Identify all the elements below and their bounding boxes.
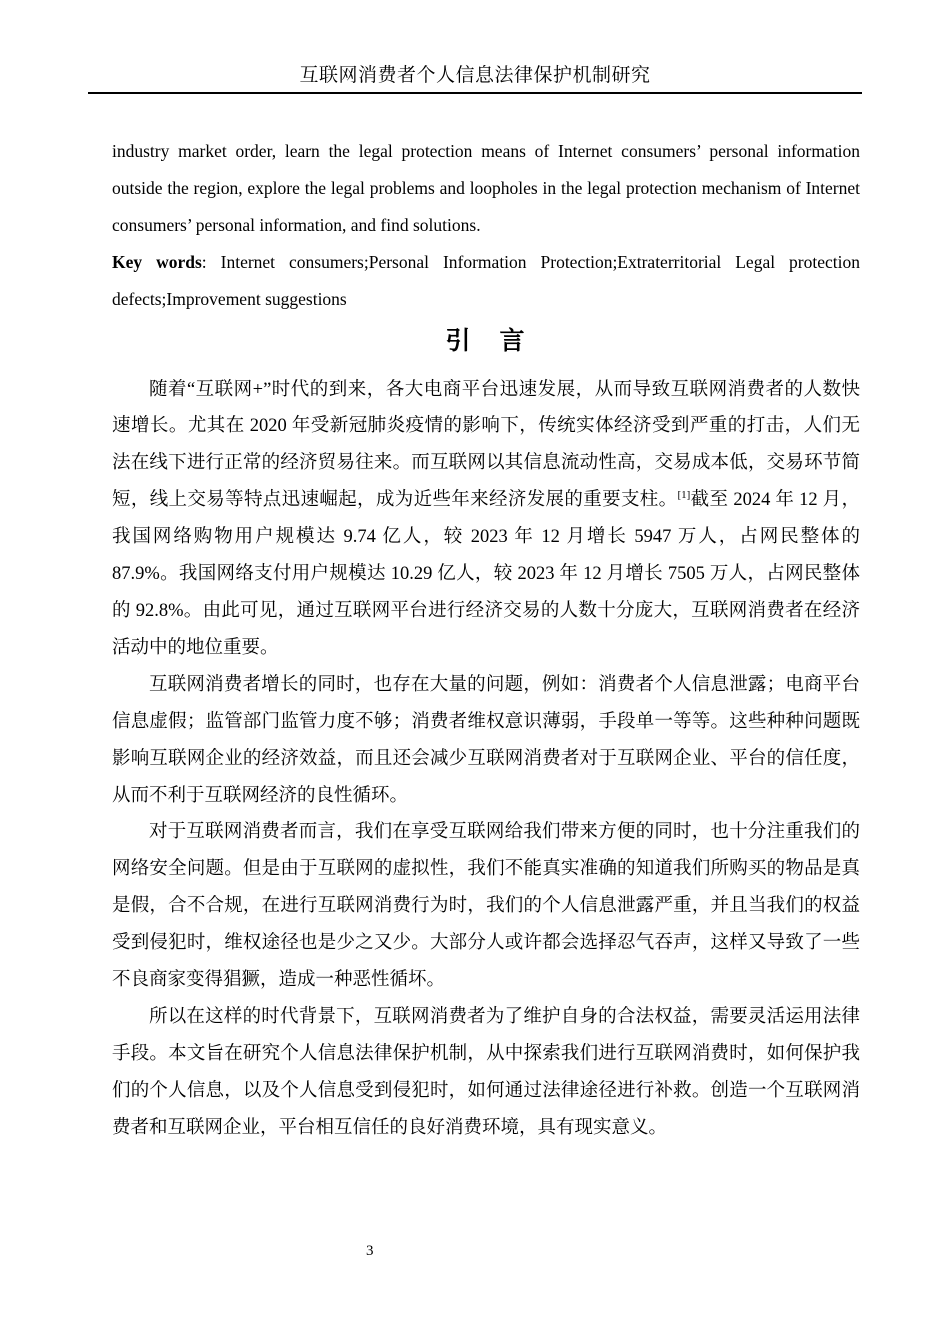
page-body (112, 133, 860, 1147)
page-header (88, 64, 862, 94)
footnote-ref-1: [1] (677, 489, 691, 502)
intro-paragraph-2: 互联网消费者增长的同时，也存在大量的问题，例如：消费者个人信息泄露；电商平台信息虚假；监管部门监管力度不够；消费者维权意识薄弱，手段单一等等。这些种种问题既影响互联网企业的经济效益，而且还会减少互联网消费者对于互联网企业、平台的信任度，从而不利于互联网经济的良性循环。 (112, 674, 860, 806)
intro-paragraph-1 (112, 372, 860, 667)
paragraph-text-before-footnote: 随着“互联网+”时代的到来，各大电商平台迅速发展，从而导致互联网消费者的人数快速增长。尤其在 2020 年受新冠肺炎疫情的影响下，传统实体经济受到严重的打击，人们无法在线下进行正常的经济贸易往来。而互联网以其信息流动性高，交易成本低，交易环节简短，线上交易等特点迅速崛起，成为近些年来经济发展的重要支柱。 (112, 379, 860, 511)
intro-paragraph-3: 对于互联网消费者而言，我们在享受互联网给我们带来方便的同时，也十分注重我们的网络安全问题。但是由于互联网的虚拟性，我们不能真实准确的知道我们所购买的物品是真是假，合不合规，在进行互联网消费行为时，我们的个人信息泄露严重，并且当我们的权益受到侵犯时，维权途径也是少之又少。大部分人或许都会选择忍气吞声，这样又导致了一些不良商家变得猖獗，造成一种恶性循坏。 (112, 822, 860, 991)
keywords-paragraph (112, 244, 860, 318)
keywords-text: : Internet consumers;Personal Information Protection;Extraterritorial Legal protection defects;Improvement suggestions (112, 251, 860, 309)
abstract-english-paragraph: industry market order, learn the legal protection means of Internet consumers’ personal information outside the region, explore the legal problems and loopholes in the legal protection mechanism of Internet consumers’ personal information, and find solutions. (112, 141, 860, 235)
paragraph-text-after-footnote: 截至 2024 年 12 月，我国网络购物用户规模达 9.74 亿人，较 2023 年 12 月增长 5947 万人，占网民整体的 87.9%。我国网络支付用户规模达 10.29 亿人，较 2023 年 12 月增长 7505 万人，占网民整体的 92.8%。由此可见，通过互联网平台进行经济交易的人数十分庞大，互联网消费者在经济活动中的地位重要。 (112, 490, 860, 658)
keywords-label: Key words (112, 251, 202, 272)
introduction-heading: 引 言 (445, 325, 527, 355)
page-footer (366, 1242, 374, 1260)
page-number: 3 (366, 1243, 374, 1259)
intro-paragraph-4: 所以在这样的时代背景下，互联网消费者为了维护自身的合法权益，需要灵活运用法律手段。本文旨在研究个人信息法律保护机制，从中探索我们进行互联网消费时，如何保护我们的个人信息，以及个人信息受到侵犯时，如何通过法律途径进行补救。创造一个互联网消费者和互联网企业，平台相互信任的良好消费环境，具有现实意义。 (112, 1006, 860, 1138)
running-head-title: 互联网消费者个人信息法律保护机制研究 (299, 65, 651, 86)
